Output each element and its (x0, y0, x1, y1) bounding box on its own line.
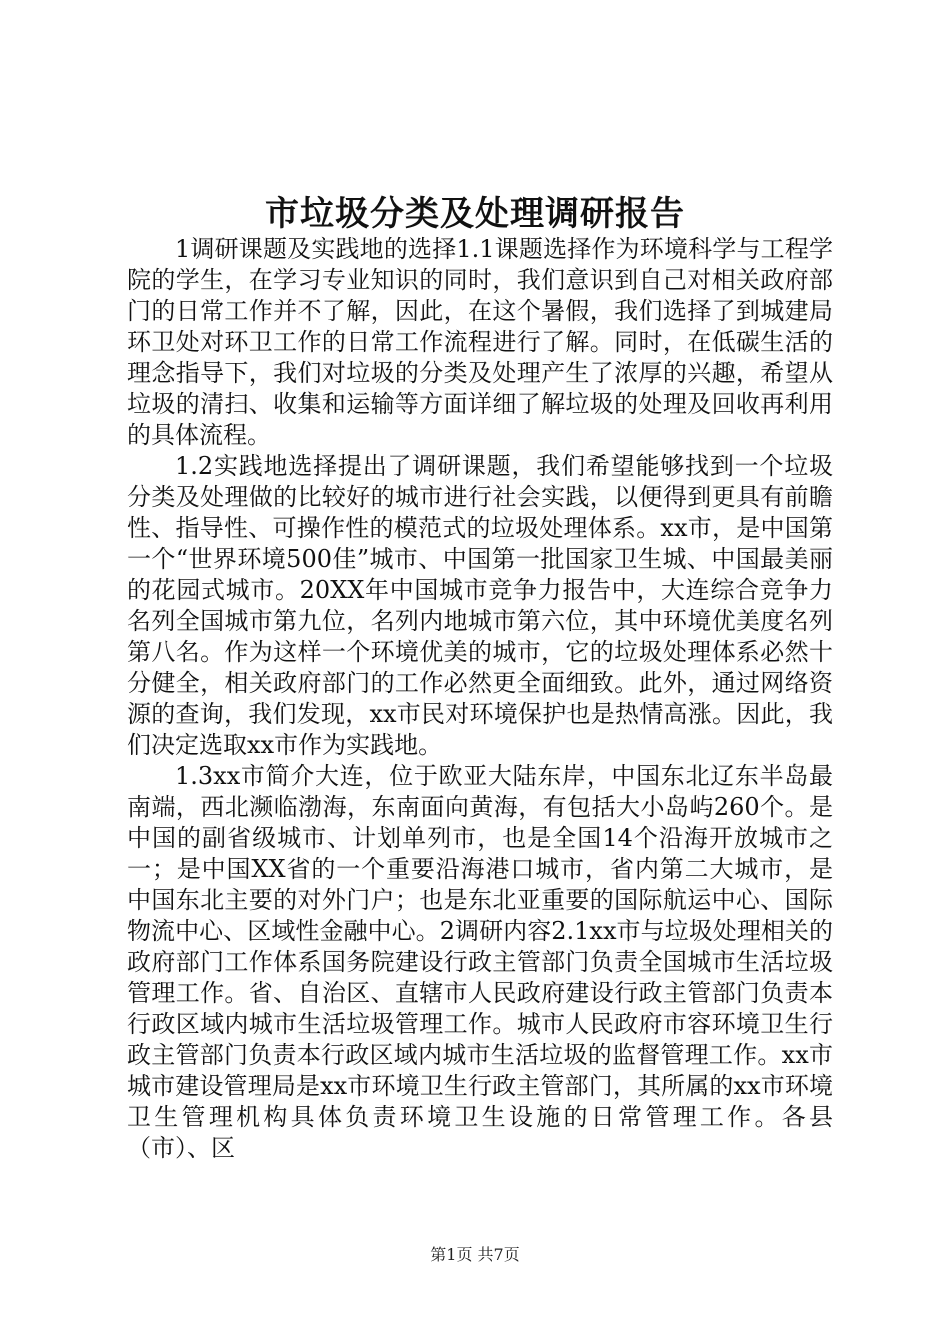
document-body (127, 234, 833, 1164)
paragraph-3: 1.3xx市简介大连，位于欧亚大陆东岸，中国东北辽东半岛最南端，西北濒临渤海，东南面向黄海，有包括大小岛屿260个。是中国的副省级城市、计划单列市，也是全国14个沿海开放城市之一；是中国XX省的一个重要沿海港口城市，省内第二大城市，是中国东北主要的对外门户；也是东北亚重要的国际航运中心、国际物流中心、区域性金融中心。2调研内容2.1xx市与垃圾处理相关的政府部门工作体系国务院建设行政主管部门负责全国城市生活垃圾管理工作。省、自治区、直辖市人民政府建设行政主管部门负责本行政区域内城市生活垃圾管理工作。城市人民政府市容环境卫生行政主管部门负责本行政区域内城市生活垃圾的监督管理工作。xx市城市建设管理局是xx市环境卫生行政主管部门，其所属的xx市环境卫生管理机构具体负责环境卫生设施的日常管理工作。各县（市）、区 (127, 762, 833, 1162)
paragraph-1: 1调研课题及实践地的选择1.1课题选择作为环境科学与工程学院的学生，在学习专业知识的同时，我们意识到自己对相关政府部门的日常工作并不了解，因此，在这个暑假，我们选择了到城建局环卫处对环卫工作的日常工作流程进行了解。同时，在低碳生活的理念指导下，我们对垃圾的分类及处理产生了浓厚的兴趣，希望从垃圾的清扫、收集和运输等方面详细了解垃圾的处理及回收再利用的具体流程。 (127, 235, 833, 449)
paragraph-2: 1.2实践地选择提出了调研课题，我们希望能够找到一个垃圾分类及处理做的比较好的城市进行社会实践，以便得到更具有前瞻性、指导性、可操作性的模范式的垃圾处理体系。xx市，是中国第一个“世界环境500佳”城市、中国第一批国家卫生城、中国最美丽的花园式城市。20XX年中国城市竞争力报告中，大连综合竞争力名列全国城市第九位，名列内地城市第六位，其中环境优美度名列第八名。作为这样一个环境优美的城市，它的垃圾处理体系必然十分健全，相关政府部门的工作必然更全面细致。此外，通过网络资源的查询，我们发现，xx市民对环境保护也是热情高涨。因此，我们决定选取xx市作为实践地。 (127, 452, 833, 759)
page-number-footer: 第1页 共7页 (430, 1245, 520, 1264)
document-title: 市垃圾分类及处理调研报告 (265, 194, 685, 234)
